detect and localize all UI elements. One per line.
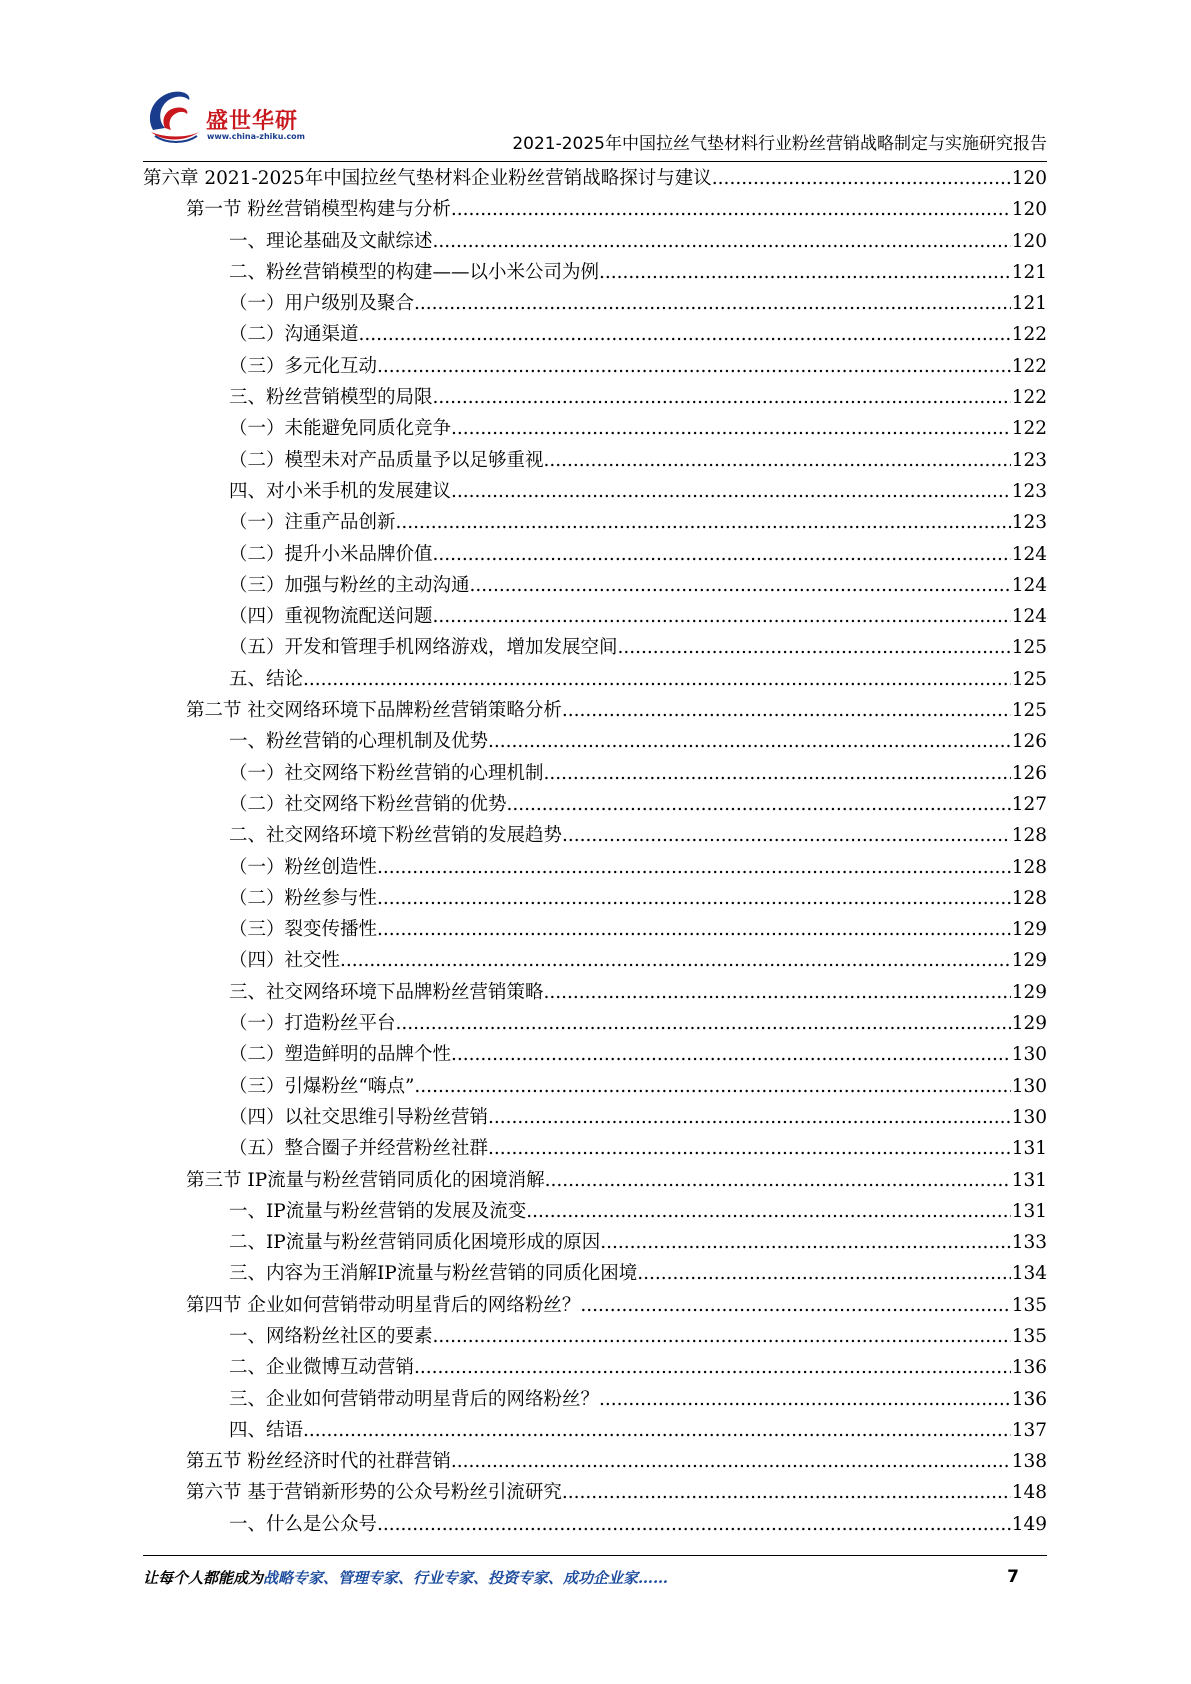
toc-entry-page: 124 — [1011, 574, 1047, 596]
toc-entry[interactable] — [143, 382, 1047, 413]
toc-dot-leader — [562, 820, 1011, 851]
toc-entry[interactable] — [143, 1352, 1047, 1383]
toc-entry[interactable] — [143, 632, 1047, 663]
toc-dot-leader — [433, 539, 1011, 570]
toc-dot-leader — [580, 1290, 1010, 1321]
toc-entry-title: 一、网络粉丝社区的要素 — [229, 1325, 433, 1347]
toc-entry-title: （一）粉丝创造性 — [229, 856, 378, 878]
toc-entry-page: 122 — [1011, 324, 1047, 346]
toc-entry[interactable] — [143, 664, 1047, 695]
toc-entry-page: 131 — [1011, 1200, 1047, 1222]
toc-entry[interactable] — [143, 1415, 1047, 1446]
toc-entry[interactable] — [143, 1102, 1047, 1133]
toc-entry-page: 123 — [1011, 512, 1047, 534]
toc-entry[interactable] — [143, 1196, 1047, 1227]
toc-dot-leader — [562, 695, 1011, 726]
toc-dot-leader — [507, 789, 1011, 820]
toc-entry[interactable] — [143, 539, 1047, 570]
toc-entry[interactable] — [143, 789, 1047, 820]
logo-text: 盛世华研 — [206, 109, 299, 134]
toc-entry-title: （一）注重产品创新 — [229, 512, 396, 534]
toc-entry[interactable] — [143, 1446, 1047, 1477]
toc-entry-title: （二）塑造鲜明的品牌个性 — [229, 1044, 452, 1066]
toc-entry[interactable] — [143, 445, 1047, 476]
toc-entry-page: 129 — [1011, 950, 1047, 972]
toc-dot-leader — [433, 382, 1011, 413]
toc-entry-page: 124 — [1011, 606, 1047, 628]
toc-entry-page: 130 — [1011, 1106, 1047, 1128]
toc-entry-page: 131 — [1011, 1138, 1047, 1160]
toc-entry-page: 129 — [1011, 919, 1047, 941]
toc-entry[interactable] — [143, 570, 1047, 601]
toc-dot-leader — [451, 1039, 1011, 1070]
toc-entry-title: 二、IP流量与粉丝营销同质化困境形成的原因 — [229, 1232, 601, 1254]
toc-entry-title: 二、粉丝营销模型的构建——以小米公司为例 — [229, 261, 600, 283]
toc-entry[interactable] — [143, 695, 1047, 726]
toc-entry-title: 二、企业微博互动营销 — [229, 1357, 415, 1379]
toc-entry-title: （三）引爆粉丝“嗨点” — [229, 1075, 415, 1097]
toc-entry-title: （二）模型未对产品质量予以足够重视 — [229, 449, 544, 471]
toc-entry-title: 一、IP流量与粉丝营销的发展及流变 — [229, 1200, 527, 1222]
toc-entry-page: 122 — [1011, 387, 1047, 409]
toc-dot-leader — [377, 852, 1011, 883]
toc-entry[interactable] — [143, 288, 1047, 319]
toc-entry[interactable] — [143, 1477, 1047, 1508]
page-number: 7 — [1007, 1567, 1019, 1587]
toc-entry-title: （五）整合圈子并经营粉丝社群 — [229, 1138, 489, 1160]
toc-dot-leader — [545, 1165, 1011, 1196]
toc-dot-leader — [600, 1227, 1010, 1258]
toc-entry[interactable] — [143, 1258, 1047, 1289]
toc-entry-title: （四）社交性 — [229, 950, 341, 972]
toc-entry[interactable] — [143, 977, 1047, 1008]
toc-entry[interactable] — [143, 601, 1047, 632]
toc-dot-leader — [433, 1321, 1011, 1352]
toc-entry-page: 128 — [1011, 856, 1047, 878]
toc-dot-leader — [712, 163, 1011, 194]
toc-entry-page: 121 — [1011, 261, 1047, 283]
toc-entry-page: 133 — [1011, 1232, 1047, 1254]
toc-entry-page: 130 — [1011, 1075, 1047, 1097]
toc-entry-title: （三）加强与粉丝的主动沟通 — [229, 574, 470, 596]
toc-entry[interactable] — [143, 1008, 1047, 1039]
toc-entry[interactable] — [143, 1290, 1047, 1321]
toc-dot-leader — [414, 1071, 1010, 1102]
toc-entry-title: （一）社交网络下粉丝营销的心理机制 — [229, 762, 544, 784]
toc-dot-leader — [396, 507, 1011, 538]
toc-entry-title: （四）以社交思维引导粉丝营销 — [229, 1106, 489, 1128]
toc-dot-leader — [526, 1196, 1010, 1227]
toc-entry-title: （四）重视物流配送问题 — [229, 606, 433, 628]
toc-entry[interactable] — [143, 852, 1047, 883]
toc-entry-title: 第四节 企业如何营销带动明星背后的网络粉丝？ — [186, 1294, 581, 1316]
toc-entry[interactable] — [143, 726, 1047, 757]
toc-entry-page: 129 — [1011, 1013, 1047, 1035]
toc-entry-title: 第二节 社交网络环境下品牌粉丝营销策略分析 — [186, 700, 562, 722]
toc-dot-leader — [433, 226, 1011, 257]
toc-entry-title: 第五节 粉丝经济时代的社群营销 — [186, 1451, 451, 1473]
toc-entry-page: 128 — [1011, 887, 1047, 909]
toc-entry[interactable] — [143, 1039, 1047, 1070]
toc-entry[interactable] — [143, 1071, 1047, 1102]
toc-entry-page: 125 — [1011, 700, 1047, 722]
toc-entry-title: 三、粉丝营销模型的局限 — [229, 387, 433, 409]
toc-entry-title: （一）未能避免同质化竞争 — [229, 418, 452, 440]
toc-entry-title: 五、结论 — [229, 668, 304, 690]
toc-dot-leader — [544, 977, 1011, 1008]
toc-entry-title: 三、内容为王消解IP流量与粉丝营销的同质化困境 — [229, 1263, 638, 1285]
toc-entry-title: （三）多元化互动 — [229, 355, 378, 377]
toc-entry-title: （一）用户级别及聚合 — [229, 293, 415, 315]
toc-entry-page: 149 — [1011, 1513, 1047, 1535]
toc-entry-title: （二）沟通渠道 — [229, 324, 359, 346]
toc-dot-leader — [637, 1258, 1010, 1289]
toc-entry-page: 126 — [1011, 731, 1047, 753]
toc-dot-leader — [340, 945, 1011, 976]
toc-dot-leader — [451, 194, 1011, 225]
toc-dot-leader — [377, 883, 1011, 914]
toc-entry[interactable] — [143, 883, 1047, 914]
toc-entry-title: （二）提升小米品牌价值 — [229, 543, 433, 565]
toc-entry[interactable] — [143, 194, 1047, 225]
toc-entry-page: 120 — [1011, 199, 1047, 221]
toc-entry-page: 123 — [1011, 480, 1047, 502]
toc-entry-page: 126 — [1011, 762, 1047, 784]
toc-entry-page: 121 — [1011, 293, 1047, 315]
report-title: 2021-2025年中国拉丝气垫材料行业粉丝营销战略制定与实施研究报告 — [512, 134, 1047, 154]
toc-entry-title: 第六章 2021-2025年中国拉丝气垫材料企业粉丝营销战略探讨与建议 — [143, 168, 712, 189]
toc-entry-title: 第一节 粉丝营销模型构建与分析 — [186, 199, 451, 221]
toc-dot-leader — [377, 351, 1011, 382]
toc-entry-page: 135 — [1011, 1325, 1047, 1347]
toc-entry-page: 125 — [1011, 668, 1047, 690]
page-footer — [143, 1567, 1047, 1591]
toc-entry[interactable] — [143, 945, 1047, 976]
toc-entry-title: 四、结语 — [229, 1419, 304, 1441]
toc-dot-leader — [303, 1415, 1011, 1446]
toc-entry[interactable] — [143, 1321, 1047, 1352]
footer-slogan-lead: 让每个人都能成为 — [143, 1569, 264, 1587]
toc-entry-title: （二）社交网络下粉丝营销的优势 — [229, 793, 507, 815]
toc-dot-leader — [414, 1352, 1011, 1383]
toc-entry-title: （五）开发和管理手机网络游戏，增加发展空间 — [229, 637, 618, 659]
toc-entry[interactable] — [143, 413, 1047, 444]
toc-dot-leader — [544, 445, 1011, 476]
toc-dot-leader — [396, 1008, 1011, 1039]
toc-dot-leader — [562, 1477, 1011, 1508]
toc-entry[interactable] — [143, 163, 1047, 194]
toc-dot-leader — [599, 1384, 1011, 1415]
toc-entry-title: 二、社交网络环境下粉丝营销的发展趋势 — [229, 825, 563, 847]
toc-entry-page: 128 — [1011, 825, 1047, 847]
toc-entry-page: 125 — [1011, 637, 1047, 659]
toc-dot-leader — [618, 632, 1011, 663]
page-header — [143, 82, 1047, 162]
toc-entry-title: 一、粉丝营销的心理机制及优势 — [229, 731, 489, 753]
footer-divider — [143, 1555, 1047, 1556]
toc-entry-page: 135 — [1011, 1294, 1047, 1316]
toc-entry-page: 134 — [1011, 1263, 1047, 1285]
toc-entry[interactable] — [143, 1384, 1047, 1415]
toc-entry-page: 136 — [1011, 1388, 1047, 1410]
toc-entry-page: 138 — [1011, 1451, 1047, 1473]
toc-entry-page: 122 — [1011, 418, 1047, 440]
toc-entry-page: 122 — [1011, 355, 1047, 377]
toc-entry-page: 127 — [1011, 793, 1047, 815]
toc-entry[interactable] — [143, 1165, 1047, 1196]
toc-entry-page: 136 — [1011, 1357, 1047, 1379]
toc-entry-page: 131 — [1011, 1169, 1047, 1191]
toc-entry-page: 130 — [1011, 1044, 1047, 1066]
toc-entry-title: （二）粉丝参与性 — [229, 887, 378, 909]
toc-entry-page: 148 — [1011, 1482, 1047, 1504]
toc-entry[interactable] — [143, 1509, 1047, 1540]
toc-entry-title: （三）裂变传播性 — [229, 919, 378, 941]
toc-dot-leader — [488, 1102, 1011, 1133]
toc-entry-page: 137 — [1011, 1419, 1047, 1441]
toc-entry[interactable] — [143, 257, 1047, 288]
toc-entry-page: 129 — [1011, 981, 1047, 1003]
toc-dot-leader — [377, 914, 1011, 945]
toc-entry-title: 一、什么是公众号 — [229, 1513, 378, 1535]
toc-dot-leader — [377, 1509, 1011, 1540]
toc-entry-page: 124 — [1011, 543, 1047, 565]
toc-dot-leader — [451, 1446, 1011, 1477]
toc-entry[interactable] — [143, 1133, 1047, 1164]
toc-entry[interactable] — [143, 319, 1047, 350]
header-divider — [143, 161, 1047, 162]
toc-entry[interactable] — [143, 476, 1047, 507]
toc-entry[interactable] — [143, 507, 1047, 538]
toc-entry[interactable] — [143, 758, 1047, 789]
toc-dot-leader — [303, 664, 1011, 695]
toc-entry[interactable] — [143, 820, 1047, 851]
toc-entry[interactable] — [143, 226, 1047, 257]
toc-dot-leader — [414, 288, 1011, 319]
logo-emblem-icon — [143, 82, 207, 146]
toc-entry[interactable] — [143, 914, 1047, 945]
toc-entry-title: 第六节 基于营销新形势的公众号粉丝引流研究 — [186, 1482, 562, 1504]
toc-entry-title: 第三节 IP流量与粉丝营销同质化的困境消解 — [186, 1169, 545, 1191]
toc-entry-title: 三、企业如何营销带动明星背后的网络粉丝？ — [229, 1388, 600, 1410]
toc-dot-leader — [599, 257, 1011, 288]
toc-entry-page: 120 — [1011, 230, 1047, 252]
toc-dot-leader — [433, 601, 1011, 632]
toc-entry-title: 四、对小米手机的发展建议 — [229, 480, 452, 502]
logo-url: www.china-zhiku.com — [207, 132, 306, 141]
toc-dot-leader — [488, 1133, 1011, 1164]
toc-entry[interactable] — [143, 351, 1047, 382]
footer-slogan-emphasis: 战略专家、管理专家、行业专家、投资专家、成功企业家…… — [263, 1569, 669, 1587]
toc-entry-title: 一、理论基础及文献综述 — [229, 230, 433, 252]
toc-dot-leader — [451, 413, 1011, 444]
toc-dot-leader — [488, 726, 1011, 757]
table-of-contents — [143, 163, 1047, 1540]
toc-dot-leader — [470, 570, 1011, 601]
toc-entry-page: 123 — [1011, 449, 1047, 471]
toc-entry[interactable] — [143, 1227, 1047, 1258]
company-logo — [143, 82, 313, 150]
toc-entry-title: （一）打造粉丝平台 — [229, 1013, 396, 1035]
toc-entry-title: 三、社交网络环境下品牌粉丝营销策略 — [229, 981, 544, 1003]
toc-dot-leader — [359, 319, 1011, 350]
toc-entry-page: 120 — [1011, 168, 1047, 189]
toc-dot-leader — [544, 758, 1011, 789]
toc-dot-leader — [451, 476, 1011, 507]
